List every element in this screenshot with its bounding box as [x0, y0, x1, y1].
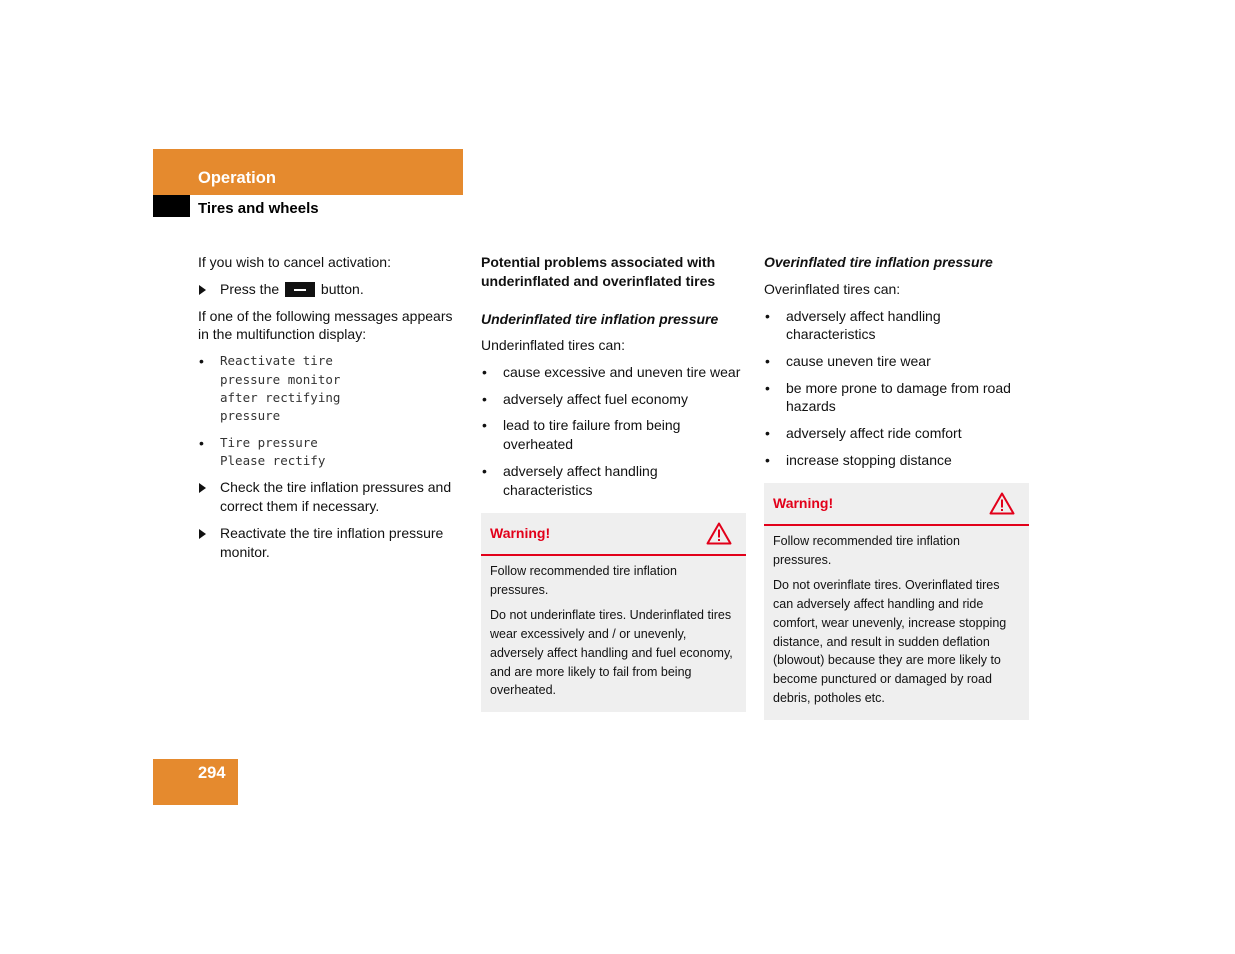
page-number: 294 — [198, 764, 226, 782]
warning-para-1: Follow recommended tire inflation pressures. — [490, 564, 677, 597]
step-arrow-icon — [199, 483, 206, 493]
step-arrow-icon — [199, 529, 206, 539]
list-item: • adversely affect ride comfort — [764, 424, 1030, 443]
section-title: Operation — [198, 169, 276, 187]
list-item: • lead to tire failure from being overheated — [481, 416, 747, 454]
list-item: • adversely affect handling characteristics — [764, 307, 1030, 345]
list-item: • increase stopping distance — [764, 451, 1030, 470]
minus-button-icon — [285, 282, 315, 297]
list-item: • adversely affect fuel economy — [481, 390, 747, 409]
warning-body — [481, 556, 746, 712]
warning-header — [764, 483, 1029, 526]
subsection-title: Tires and wheels — [198, 200, 319, 217]
warning-body — [764, 526, 1029, 720]
underinflated-lead: Underinflated tires can: — [481, 337, 625, 354]
overinflated-lead: Overinflated tires can: — [764, 280, 901, 297]
step-arrow-icon — [199, 285, 206, 295]
step3-text: Reactivate the tire inflation pressure monitor. — [220, 525, 444, 560]
display-messages-list — [198, 352, 466, 470]
warning-header — [481, 513, 746, 556]
step-press-button — [198, 280, 466, 299]
warning-box-overinflated — [764, 483, 1029, 720]
warning-para-2: Do not underinflate tires. Underinflated tires wear excessively and / or unevenly, adversely affect handling and fuel economy, and are more likely to fail from being overheated. — [490, 607, 733, 698]
problems-heading: Potential problems associated with underinflated and overinflated tires — [481, 254, 716, 289]
underinflated-subheading: Underinflated tire inflation pressure — [481, 310, 719, 327]
step-reactivate — [198, 524, 466, 562]
warning-para-2: Do not overinflate tires. Overinflated tires can adversely affect handling and ride comfort, wear unevenly, increase stopping distance, and result in sudden deflation (blowout) because they are more likely to become punctured or damaged by road debris, potholes etc. — [773, 577, 1007, 706]
column-2 — [481, 253, 747, 507]
column-3 — [764, 253, 1030, 477]
list-item: • cause excessive and uneven tire wear — [481, 363, 747, 382]
step1-post-text: button. — [320, 280, 364, 297]
column-1 — [198, 253, 466, 570]
subsection-marker — [153, 195, 190, 217]
cancel-intro: If you wish to cancel activation: — [198, 254, 391, 270]
warning-title: Warning! — [490, 525, 551, 541]
warning-triangle-icon — [706, 522, 732, 545]
display-message: • Reactivate tire pressure monitor after rectifying pressure — [198, 352, 466, 426]
display-message: • Tire pressure Please rectify — [198, 434, 466, 471]
messages-intro: If one of the following messages appears in the multifunction display: — [198, 307, 453, 343]
warning-para-1: Follow recommended tire inflation pressures. — [773, 534, 960, 567]
warning-triangle-icon — [989, 492, 1015, 515]
step1-pre-text: Press the — [220, 280, 280, 297]
list-item: • be more prone to damage from road hazards — [764, 379, 1030, 417]
overinflated-list — [764, 307, 1030, 470]
warning-title: Warning! — [773, 495, 834, 511]
warning-box-underinflated — [481, 513, 746, 712]
list-item: • adversely affect handling characteristics — [481, 462, 747, 500]
step2-text: Check the tire inflation pressures and correct them if necessary. — [220, 479, 452, 515]
list-item: • cause uneven tire wear — [764, 352, 1030, 371]
step-check-pressures — [198, 478, 466, 516]
overinflated-subheading: Overinflated tire inflation pressure — [764, 254, 993, 270]
underinflated-list — [481, 363, 747, 499]
